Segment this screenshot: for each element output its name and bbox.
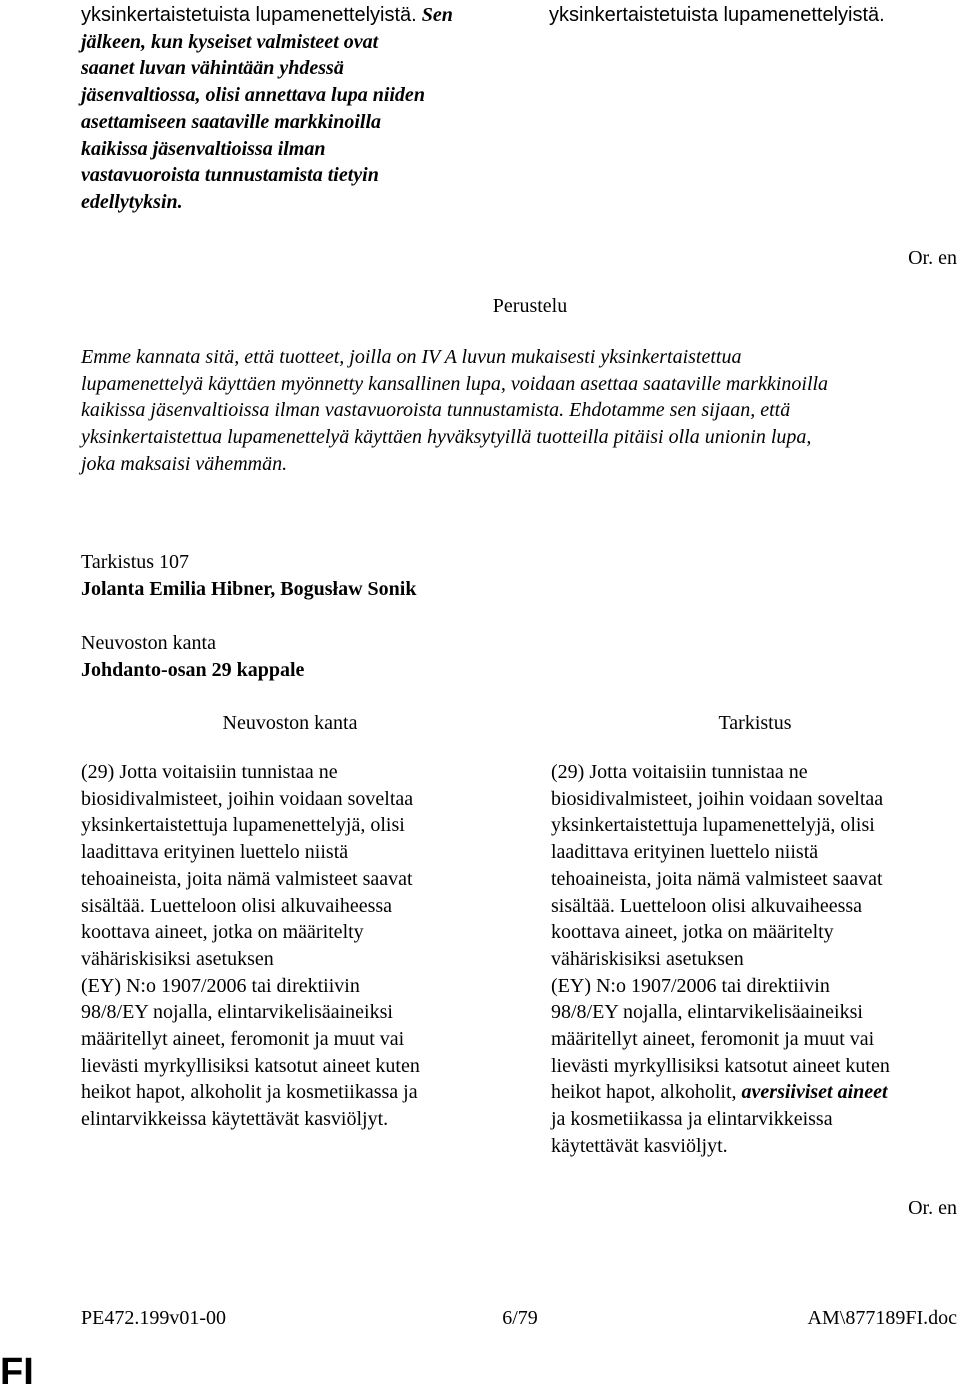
left-line-4: laadittava erityinen luettelo niistä <box>81 841 349 864</box>
top-left-line-4: jäsenvaltiossa, olisi annettava lupa niiden <box>81 84 425 107</box>
left-line-14: elintarvikkeissa käytettävät kasviöljyt. <box>81 1108 389 1131</box>
left-line-6: sisältää. Luetteloon olisi alkuvaiheessa <box>81 894 393 917</box>
right-line-15: käytettävät kasviöljyt. <box>551 1134 728 1157</box>
justification-line-4: yksinkertaistettua lupamenettelyä käyttäen hyväksytyillä tuotteilla pitäisi olla unionin lupa, <box>81 426 812 449</box>
right-line-8: vähäriskisiksi asetuksen <box>551 947 744 970</box>
justification-body <box>81 344 951 478</box>
left-line-8: vähäriskisiksi asetuksen <box>81 947 274 970</box>
amendment-position-label: Neuvoston kanta <box>81 632 216 654</box>
left-column-header: Neuvoston kanta <box>222 712 358 734</box>
left-line-9: (EY) N:o 1907/2006 tai direktiivin <box>81 974 360 997</box>
top-left-bold-start: Sen <box>421 4 453 26</box>
amendment-number: 107 <box>159 551 190 573</box>
top-left-line-1 <box>81 2 501 29</box>
right-line-11: määritellyt aineet, feromonit ja muut vai <box>551 1028 875 1051</box>
right-line-14: ja kosmetiikassa ja elintarvikkeissa <box>551 1108 833 1131</box>
amendment-number-line <box>81 549 189 576</box>
left-line-5: tehoaineista, joita nämä valmisteet saavat <box>81 867 413 890</box>
justification-line-2: lupamenettelyä käyttäen myönnetty kansallinen lupa, voidaan asettaa saataville markkinoilla <box>81 372 829 395</box>
right-line-3: yksinkertaistettuja lupamenettelyjä, olisi <box>551 814 875 837</box>
top-left-line-7: vastavuoroista tunnustamista tietyin <box>81 164 379 187</box>
left-line-11: määritellyt aineet, feromonit ja muut vai <box>81 1028 405 1051</box>
or-en-label-2: Or. en <box>908 1197 957 1219</box>
right-line-13-emphasis: aversiiviset aineet <box>741 1081 888 1104</box>
footer-reference: PE472.199v01-00 <box>81 1307 226 1329</box>
footer-language-code: FI <box>0 1351 34 1393</box>
right-line-4: laadittava erityinen luettelo niistä <box>551 841 819 864</box>
or-en-label-1: Or. en <box>908 247 957 269</box>
left-line-1: (29) Jotta voitaisiin tunnistaa ne <box>81 761 338 783</box>
justification-line-1: Emme kannata sitä, että tuotteet, joilla on IV A luvun mukaisesti yksinkertaistettua <box>81 346 742 368</box>
right-line-12: lievästi myrkyllisiksi katsotut aineet kuten <box>551 1054 890 1077</box>
footer-document-name: AM\877189FI.doc <box>807 1307 957 1329</box>
amendment-label: Tarkistus <box>81 551 155 573</box>
footer-page-number: 6/79 <box>502 1307 538 1329</box>
right-line-2: biosidivalmisteet, joihin voidaan soveltaa <box>551 787 884 810</box>
left-line-2: biosidivalmisteet, joihin voidaan soveltaa <box>81 787 414 810</box>
right-line-13 <box>551 1079 956 1106</box>
left-line-13: heikot hapot, alkoholit ja kosmetiikassa ja <box>81 1081 418 1104</box>
justification-line-3: kaikissa jäsenvaltioissa ilman vastavuoroista tunnustamista. Ehdotamme sen sijaan, että <box>81 399 791 422</box>
top-left-sans-fragment: yksinkertaistetuista lupamenettelyistä. <box>81 4 417 26</box>
right-line-5: tehoaineista, joita nämä valmisteet saavat <box>551 867 883 890</box>
top-left-text <box>81 2 501 216</box>
left-line-7: koottava aineet, jotka on määritelty <box>81 921 364 944</box>
top-left-line-3: saanet luvan vähintään yhdessä <box>81 57 344 80</box>
left-line-12: lievästi myrkyllisiksi katsotut aineet kuten <box>81 1054 420 1077</box>
right-line-1: (29) Jotta voitaisiin tunnistaa ne <box>551 761 808 783</box>
right-line-10: 98/8/EY nojalla, elintarvikelisäaineiksi <box>551 1001 863 1024</box>
left-column-text <box>81 759 501 1133</box>
top-right-text: yksinkertaistetuista lupamenettelyistä. <box>549 4 885 26</box>
top-left-line-8: edellytyksin. <box>81 190 183 213</box>
justification-line-5: joka maksaisi vähemmän. <box>81 452 288 475</box>
right-line-13-plain: heikot hapot, alkoholit, <box>551 1081 742 1104</box>
right-line-9: (EY) N:o 1907/2006 tai direktiivin <box>551 974 830 997</box>
top-left-line-2: jälkeen, kun kyseiset valmisteet ovat <box>81 30 379 53</box>
right-column-text <box>551 759 956 1160</box>
amendment-authors: Jolanta Emilia Hibner, Bogusław Sonik <box>81 578 417 600</box>
justification-heading: Perustelu <box>492 295 568 317</box>
right-column-header: Tarkistus <box>718 712 792 734</box>
right-line-7: koottava aineet, jotka on määritelty <box>551 921 834 944</box>
left-line-10: 98/8/EY nojalla, elintarvikelisäaineiksi <box>81 1001 393 1024</box>
left-line-3: yksinkertaistettuja lupamenettelyjä, olisi <box>81 814 405 837</box>
top-left-line-6: kaikissa jäsenvaltioissa ilman <box>81 137 326 160</box>
top-left-line-5: asettamiseen saataville markkinoilla <box>81 110 381 133</box>
right-line-6: sisältää. Luetteloon olisi alkuvaiheessa <box>551 894 863 917</box>
amendment-reference: Johdanto-osan 29 kappale <box>81 659 305 681</box>
